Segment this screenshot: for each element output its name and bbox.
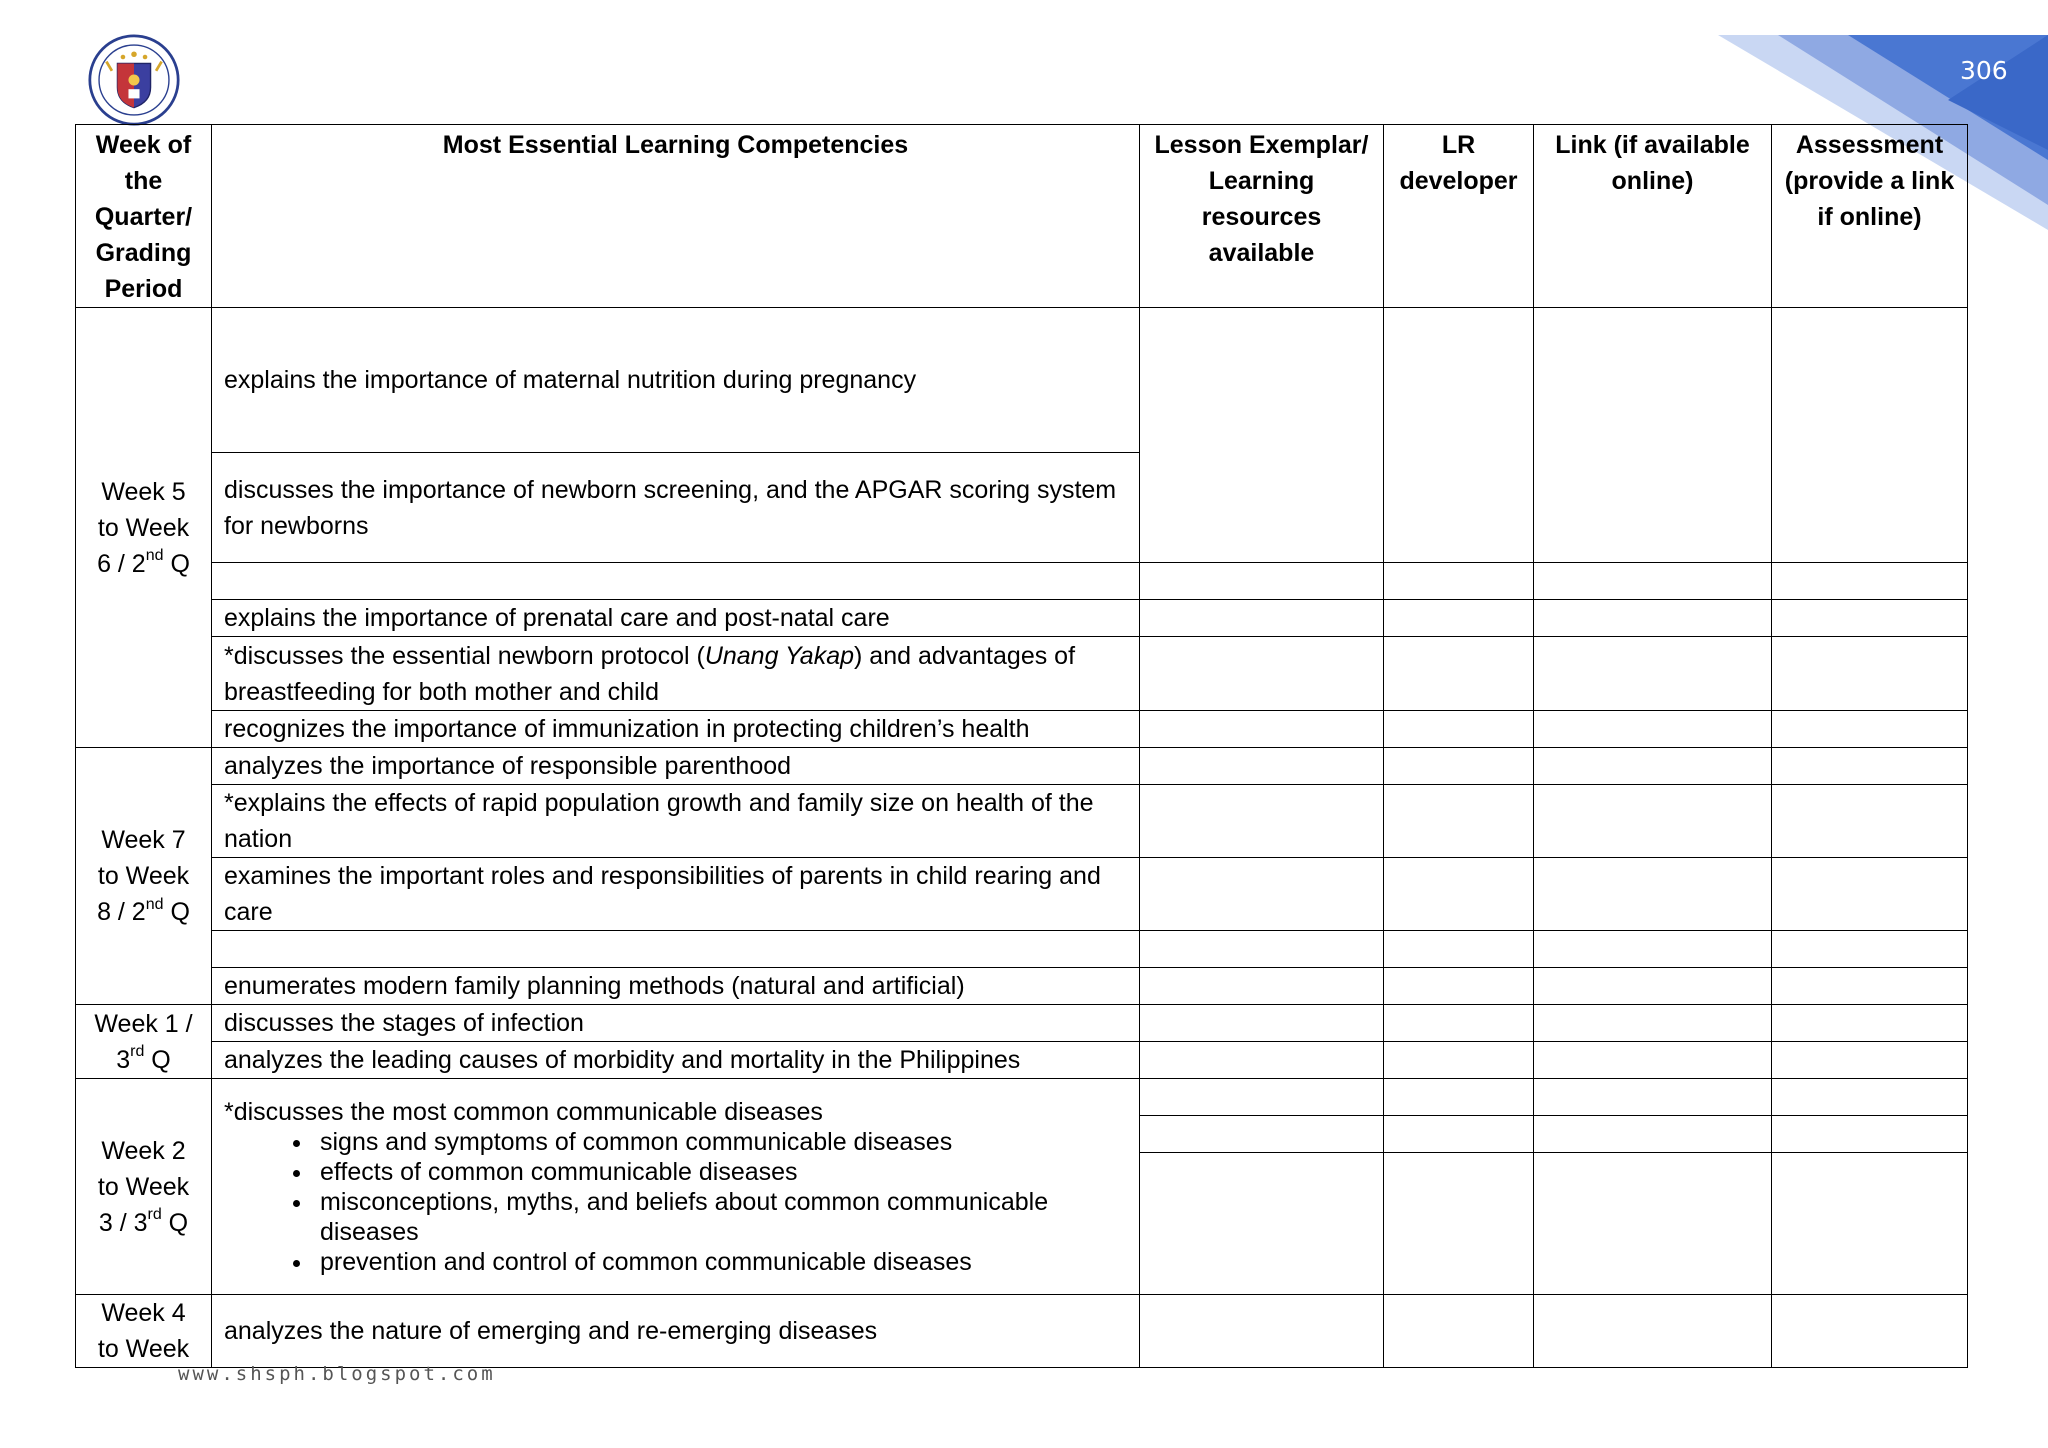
table-row	[76, 1295, 1968, 1368]
lr-cell	[1384, 308, 1534, 563]
assessment-cell	[1772, 1295, 1968, 1368]
competency-bullets	[224, 1127, 1127, 1277]
assessment-cell	[1772, 711, 1968, 748]
link-cell	[1534, 1079, 1772, 1116]
competency-cell	[212, 1079, 1140, 1295]
competency-cell: recognizes the importance of immunization in protecting children’s health	[212, 711, 1140, 748]
link-cell	[1534, 858, 1772, 931]
list-item: • signs and symptoms of common communicable diseases	[314, 1127, 1127, 1157]
lr-cell	[1384, 1116, 1534, 1153]
lr-cell	[1384, 711, 1534, 748]
link-cell	[1534, 968, 1772, 1005]
assessment-cell	[1772, 931, 1968, 968]
lr-cell	[1384, 858, 1534, 931]
lr-cell	[1384, 1079, 1534, 1116]
table-row	[76, 711, 1968, 748]
lesson-cell	[1140, 1005, 1384, 1042]
link-cell	[1534, 1295, 1772, 1368]
assessment-cell	[1772, 1005, 1968, 1042]
lesson-cell	[1140, 785, 1384, 858]
assessment-cell	[1772, 1153, 1968, 1295]
week-cell: Week 4 to Week	[76, 1295, 212, 1368]
lr-cell	[1384, 1295, 1534, 1368]
competency-lead: *discusses the most common communicable diseases	[224, 1097, 823, 1126]
table-row	[76, 931, 1968, 968]
link-cell	[1534, 785, 1772, 858]
lr-cell	[1384, 931, 1534, 968]
lesson-cell	[1140, 858, 1384, 931]
lesson-cell	[1140, 711, 1384, 748]
link-cell	[1534, 931, 1772, 968]
table-row	[76, 637, 1968, 711]
link-cell	[1534, 1153, 1772, 1295]
competency-cell: explains the importance of maternal nutrition during pregnancy	[212, 308, 1140, 453]
link-cell	[1534, 1042, 1772, 1079]
header-lr-developer: LR developer	[1384, 125, 1534, 308]
assessment-cell	[1772, 968, 1968, 1005]
link-cell	[1534, 308, 1772, 563]
assessment-cell	[1772, 1116, 1968, 1153]
lesson-cell	[1140, 1116, 1384, 1153]
table-row	[76, 308, 1968, 453]
lesson-cell	[1140, 1153, 1384, 1295]
competency-cell	[212, 563, 1140, 600]
competency-cell	[212, 931, 1140, 968]
lr-cell	[1384, 1153, 1534, 1295]
competency-cell: analyzes the importance of responsible parenthood	[212, 748, 1140, 785]
header-assessment: Assessment (provide a link if online)	[1772, 125, 1968, 308]
competency-cell: enumerates modern family planning methods (natural and artificial)	[212, 968, 1140, 1005]
header-competencies: Most Essential Learning Competencies	[212, 125, 1140, 308]
header-row	[76, 125, 1968, 308]
assessment-cell	[1772, 1042, 1968, 1079]
lesson-cell	[1140, 1295, 1384, 1368]
deped-seal-icon	[88, 34, 180, 126]
link-cell	[1534, 1005, 1772, 1042]
assessment-cell	[1772, 563, 1968, 600]
table-row	[76, 1005, 1968, 1042]
table-row	[76, 785, 1968, 858]
link-cell	[1534, 563, 1772, 600]
footer-url-link[interactable]: www.shsph.blogspot.com	[178, 1363, 496, 1385]
competency-cell: *explains the effects of rapid population growth and family size on health of the nation	[212, 785, 1140, 858]
competency-cell: analyzes the nature of emerging and re-emerging diseases	[212, 1295, 1140, 1368]
assessment-cell	[1772, 748, 1968, 785]
header-lesson-exemplar: Lesson Exemplar/ Learning resources available	[1140, 125, 1384, 308]
week-cell: Week 5 to Week 6 / 2nd Q	[76, 308, 212, 748]
list-item: • prevention and control of common communicable diseases	[314, 1247, 1127, 1277]
table-row	[76, 600, 1968, 637]
lesson-cell	[1140, 1042, 1384, 1079]
lr-cell	[1384, 968, 1534, 1005]
assessment-cell	[1772, 858, 1968, 931]
lesson-cell	[1140, 563, 1384, 600]
assessment-cell	[1772, 1079, 1968, 1116]
link-cell	[1534, 748, 1772, 785]
table-row	[76, 1042, 1968, 1079]
link-cell	[1534, 637, 1772, 711]
table-row	[76, 1079, 1968, 1116]
header-link: Link (if available online)	[1534, 125, 1772, 308]
lr-cell	[1384, 1005, 1534, 1042]
lesson-cell	[1140, 308, 1384, 563]
lr-cell	[1384, 1042, 1534, 1079]
assessment-cell	[1772, 785, 1968, 858]
link-cell	[1534, 1116, 1772, 1153]
week-cell: Week 1 / 3rd Q	[76, 1005, 212, 1079]
lr-cell	[1384, 637, 1534, 711]
competency-cell: discusses the importance of newborn screening, and the APGAR scoring system for newborns	[212, 453, 1140, 563]
table-row	[76, 858, 1968, 931]
lesson-cell	[1140, 637, 1384, 711]
header-week: Week of the Quarter/ Grading Period	[76, 125, 212, 308]
lesson-cell	[1140, 931, 1384, 968]
page-number: 306	[1960, 56, 2008, 85]
lesson-cell	[1140, 748, 1384, 785]
lr-cell	[1384, 563, 1534, 600]
table-row	[76, 968, 1968, 1005]
assessment-cell	[1772, 308, 1968, 563]
assessment-cell	[1772, 600, 1968, 637]
lesson-cell	[1140, 1079, 1384, 1116]
competency-cell: analyzes the leading causes of morbidity and mortality in the Philippines	[212, 1042, 1140, 1079]
week-cell: Week 2 to Week 3 / 3rd Q	[76, 1079, 212, 1295]
lr-cell	[1384, 600, 1534, 637]
lr-cell	[1384, 785, 1534, 858]
table-row	[76, 748, 1968, 785]
competency-cell: discusses the stages of infection	[212, 1005, 1140, 1042]
week-cell: Week 7 to Week 8 / 2nd Q	[76, 748, 212, 1005]
lesson-cell	[1140, 968, 1384, 1005]
lesson-cell	[1140, 600, 1384, 637]
learning-competencies-table	[75, 124, 1968, 1368]
link-cell	[1534, 711, 1772, 748]
list-item: • misconceptions, myths, and beliefs about common communicable diseases	[314, 1187, 1127, 1247]
lr-cell	[1384, 748, 1534, 785]
competency-cell: *discusses the essential newborn protocol (Unang Yakap) and advantages of breastfeeding for both mother and child	[212, 637, 1140, 711]
link-cell	[1534, 600, 1772, 637]
assessment-cell	[1772, 637, 1968, 711]
competency-cell: examines the important roles and responsibilities of parents in child rearing and care	[212, 858, 1140, 931]
list-item: • effects of common communicable diseases	[314, 1157, 1127, 1187]
competency-cell: explains the importance of prenatal care and post-natal care	[212, 600, 1140, 637]
table-row	[76, 563, 1968, 600]
